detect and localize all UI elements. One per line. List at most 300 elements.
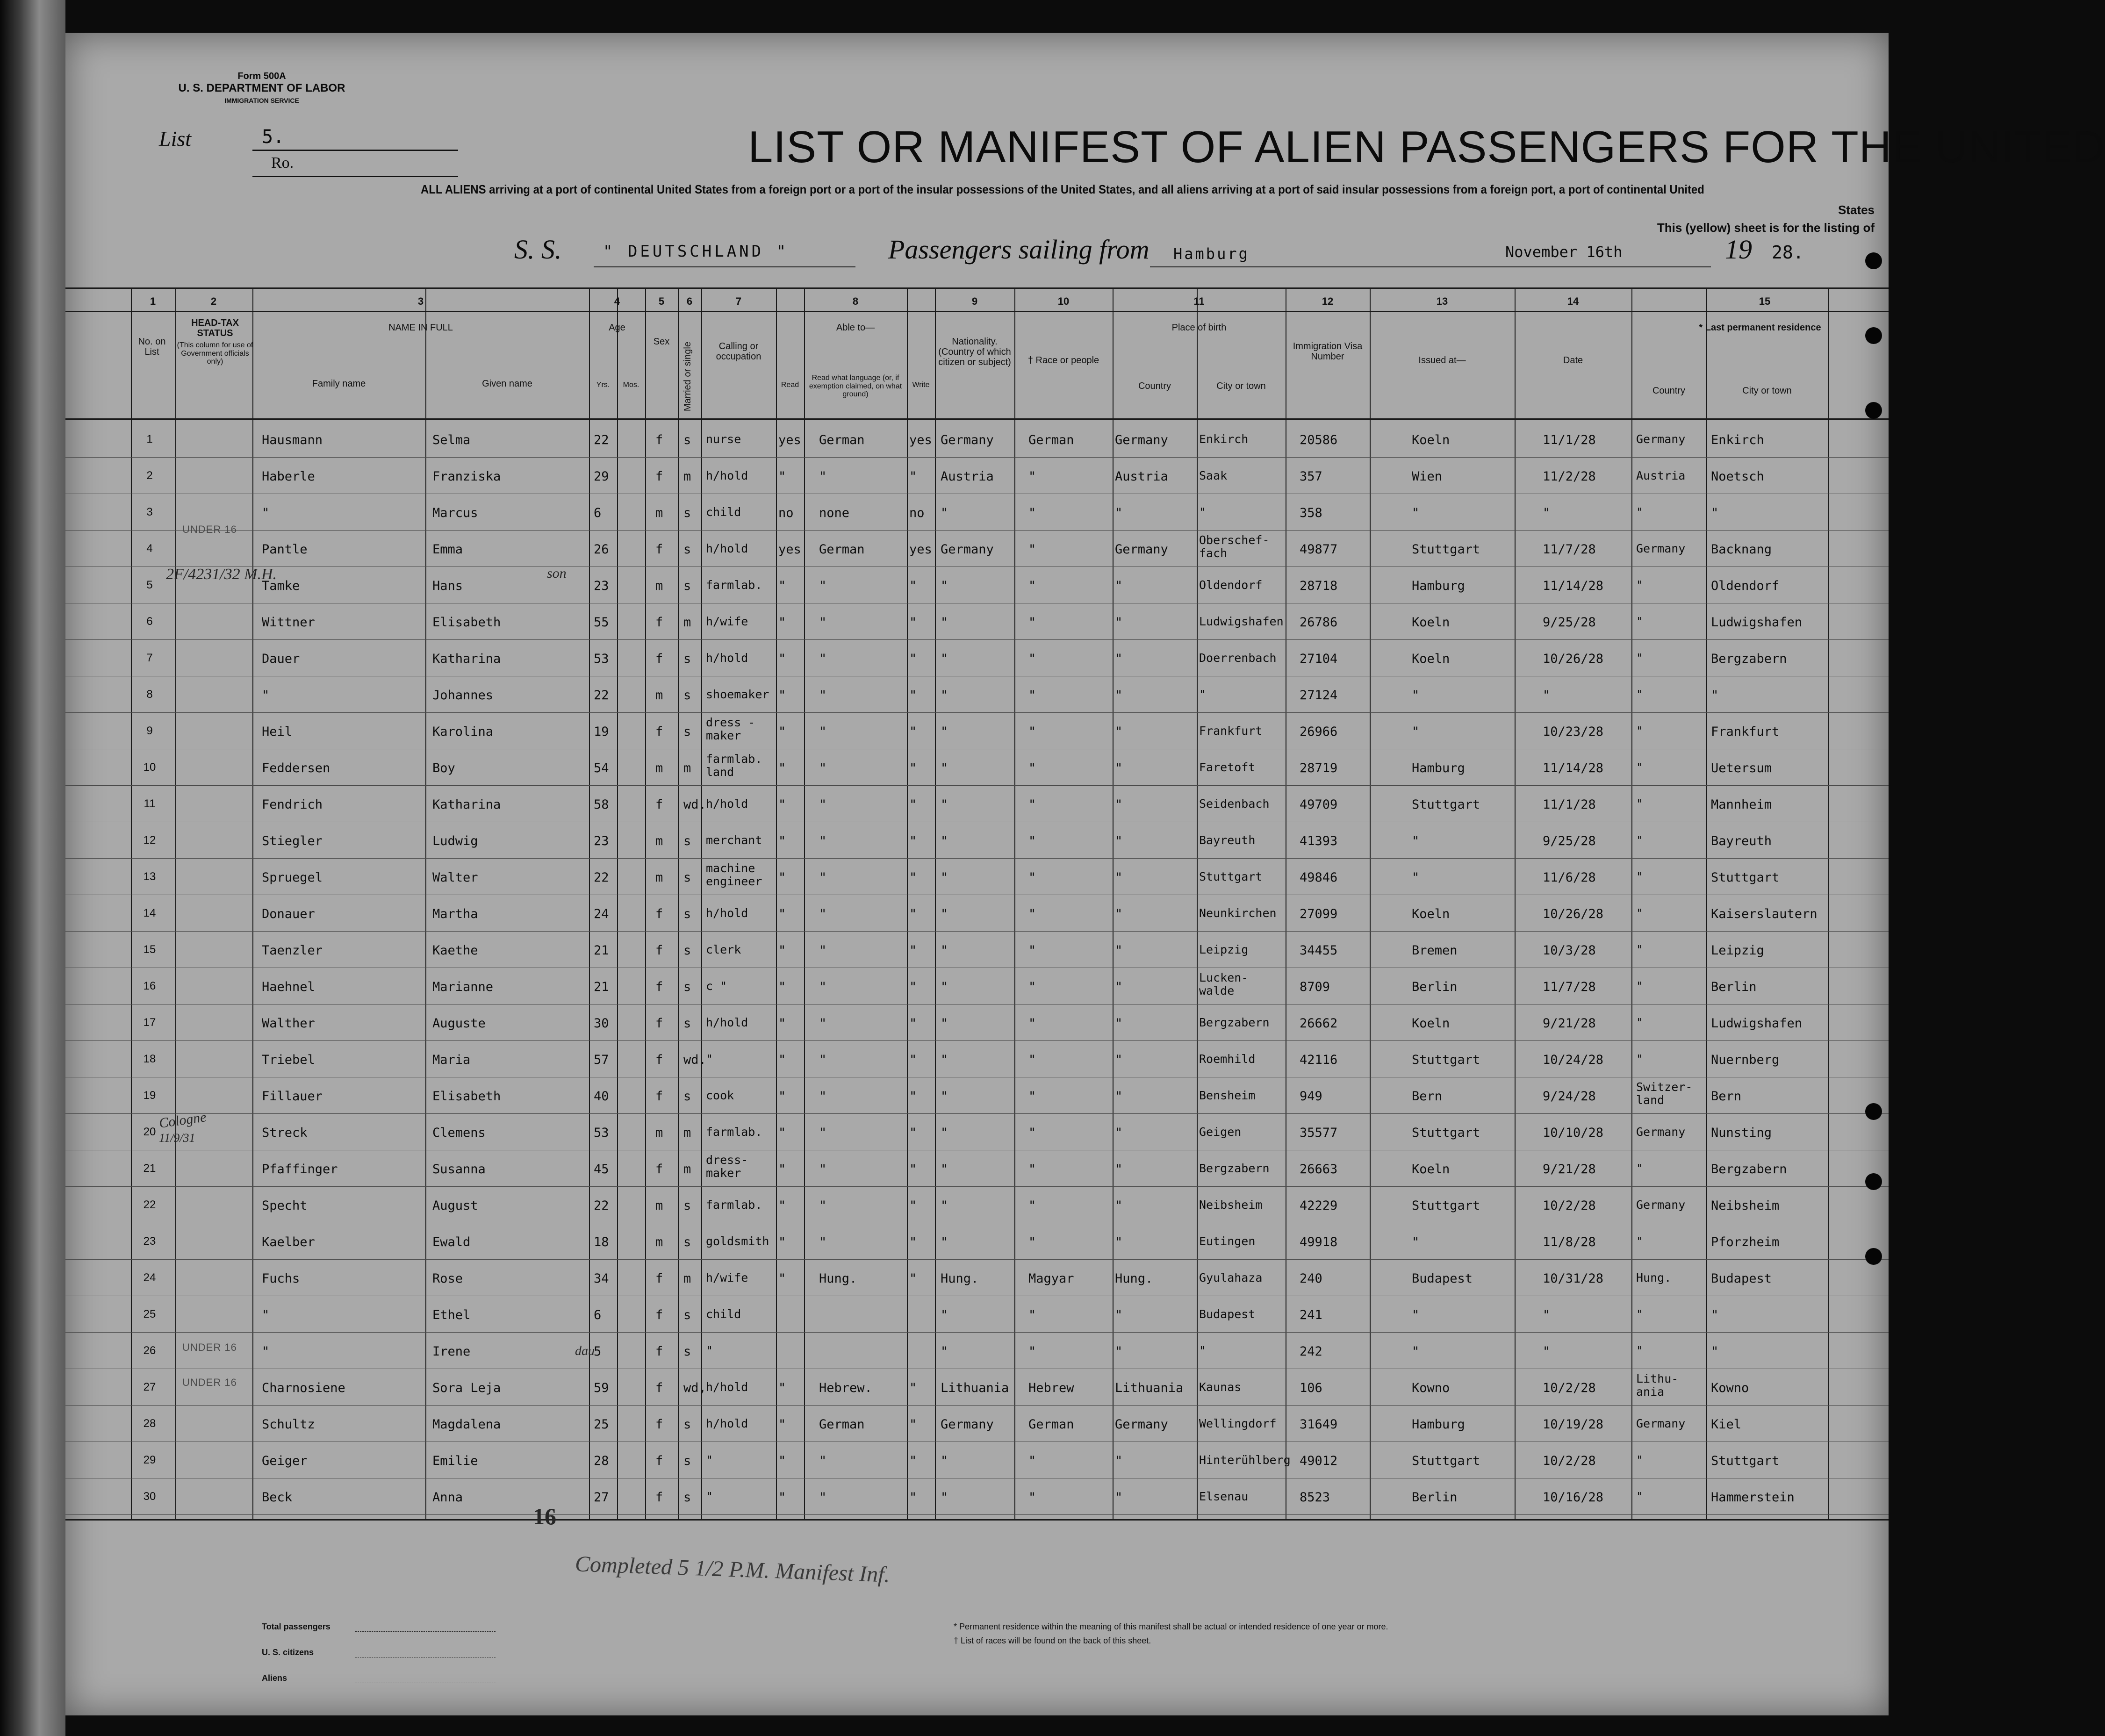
cell-nationality: " [941,1089,948,1104]
cell-calling: goldsmith [706,1234,769,1248]
cell-calling: h/hold [706,651,748,665]
ship-underline [594,266,855,267]
cell-issued: Stuttgart [1412,542,1480,557]
cologne-annotation: Cologne [158,1109,208,1131]
cell-family: Haberle [262,469,315,484]
cell-visa: 42229 [1300,1198,1338,1213]
cell-calling: h/hold [706,797,748,811]
cell-city: Hinterühlberg [1199,1453,1291,1467]
cell-visa: 27104 [1300,652,1338,666]
cell-write: " [909,1490,917,1505]
cell-res-country: " [1636,833,1644,847]
footer-aliens: Aliens [262,1673,287,1683]
footnote-residence: * Permanent residence within the meaning of this manifest shall be actual or intended residence of one year or more. [954,1622,1388,1631]
sailing-label: Passengers sailing from [888,234,1149,265]
cell-visa: 41393 [1300,834,1338,848]
cell-given: Kaethe [432,943,478,958]
cell-calling: farmlab. [706,1198,762,1212]
cell-nationality: " [941,1308,948,1322]
hdr-issued-at: Issued at— [1418,355,1466,366]
cell-res-city: Noetsch [1711,469,1764,484]
cell-race: " [1028,542,1036,557]
column-number: 7 [735,295,742,307]
cell-calling: h/wife [706,615,748,628]
hdr-name-in-full: NAME IN FULL [388,323,453,333]
cell-yrs: 45 [594,1162,609,1176]
cell-date: 10/26/28 [1543,652,1604,666]
column-number: 3 [417,295,424,307]
row-divider [65,639,1889,640]
cell-country: " [1115,943,1123,958]
cell-nationality: Hung. [941,1271,979,1286]
cell-country: " [1115,579,1123,593]
cell-res-country: Switzer- land [1636,1080,1693,1107]
cell-nationality: Austria [941,469,994,484]
cell-status: wd, [683,1381,706,1395]
cell-yrs: 25 [594,1417,609,1432]
cell-no: 14 [143,907,156,919]
cell-res-country: " [1636,651,1644,665]
under16-stamp: UNDER 16 [182,524,237,535]
cell-write: " [909,834,917,848]
binder-hole [1865,1248,1882,1265]
cell-nationality: " [941,1162,948,1176]
column-divider [776,287,777,1520]
cell-res-country: Germany [1636,1198,1686,1212]
list-row-label: Ro. [271,154,294,172]
cell-date: 10/10/28 [1543,1126,1604,1140]
cell-read: " [778,980,786,994]
cell-country: " [1115,1089,1123,1104]
cell-issued: Hamburg [1412,1417,1465,1432]
cell-country: " [1115,1308,1123,1322]
cell-yrs: 53 [594,652,609,666]
cell-city: Saak [1199,469,1228,482]
cell-yrs: 6 [594,506,602,520]
cell-visa: 358 [1300,506,1322,520]
cell-write: " [909,1089,917,1104]
cell-city: Bensheim [1199,1089,1256,1102]
hdr-sex: Sex [653,337,670,347]
cell-country: " [1115,1490,1123,1505]
hdr-birth-city: City or town [1216,381,1266,391]
cell-country: " [1115,834,1123,848]
cell-read: " [778,1454,786,1468]
cell-city: Wellingdorf [1199,1417,1277,1430]
cell-visa: 241 [1300,1308,1322,1322]
cell-country: " [1115,1198,1123,1213]
cell-sex: f [655,615,663,630]
cell-sex: f [655,652,663,666]
column-number: 1 [150,295,156,307]
cell-language: " [819,907,827,921]
cell-country: " [1115,688,1123,703]
hdr-age: Age [609,323,625,333]
column-divider [804,287,805,1520]
cell-res-city: Backnang [1711,542,1772,557]
cell-race: " [1028,506,1036,520]
cell-race: " [1028,980,1036,994]
cell-res-city: Nunsting [1711,1126,1772,1140]
page-count-annotation: 16 [533,1503,556,1529]
cell-status: wd. [683,797,706,812]
column-divider [175,287,176,1520]
cell-race: " [1028,1162,1036,1176]
footnote-races: † List of races will be found on the back of this sheet. [954,1636,1151,1645]
cell-res-country: " [1636,979,1644,993]
cell-status: s [683,1198,691,1213]
cell-write: " [909,797,917,812]
cell-race: " [1028,1235,1036,1249]
cell-country: " [1115,1235,1123,1249]
form-meta [117,70,407,107]
cell-issued: Stuttgart [1412,797,1480,812]
cell-country: " [1115,870,1123,885]
cell-sex: m [655,834,663,848]
cell-write: " [909,579,917,593]
cell-calling: dress- maker [706,1153,748,1180]
cell-nationality: " [941,1198,948,1213]
cell-issued: Koeln [1412,433,1450,447]
headtax-annotation: 2F/4231/32 M.H. [166,566,277,583]
cell-write: " [909,1016,917,1031]
cell-given: Emma [432,542,463,557]
cell-status: s [683,542,691,557]
row-divider [65,1113,1889,1114]
cell-write: " [909,1126,917,1140]
cell-write: " [909,1454,917,1468]
cell-date: " [1543,506,1551,520]
cell-read: " [778,652,786,666]
row-divider [65,530,1889,531]
cell-res-city: Nuernberg [1711,1053,1780,1067]
cell-race: " [1028,797,1036,812]
cell-status: s [683,834,691,848]
cell-res-city: Kowno [1711,1381,1749,1395]
cell-family: Stiegler [262,834,323,848]
cell-family: " [262,1308,270,1322]
cell-nationality: " [941,1454,948,1468]
cell-res-city: Uetersum [1711,761,1772,775]
cell-given: Marianne [432,980,494,994]
cell-write: " [909,469,917,484]
cell-race: German [1028,433,1074,447]
cell-calling: farmlab. [706,1125,762,1139]
column-number: 12 [1322,295,1334,307]
cell-no: 16 [143,980,156,992]
cell-write: " [909,725,917,739]
cell-visa: 20586 [1300,433,1338,447]
cell-issued: Berlin [1412,980,1458,994]
cell-visa: 49709 [1300,797,1338,812]
cell-no: 9 [146,725,153,737]
row-divider [65,1405,1889,1406]
hdr-nationality: Nationality. (Country of which citizen or subject) [938,337,1011,367]
cell-date: 11/14/28 [1543,579,1604,593]
cell-race: " [1028,1344,1036,1359]
cell-race: " [1028,761,1036,775]
cell-write: " [909,943,917,958]
cell-country: " [1115,1162,1123,1176]
cell-res-country: " [1636,797,1644,811]
column-number: 13 [1436,295,1448,307]
cell-res-country: " [1636,1307,1644,1321]
cell-family: " [262,1344,270,1359]
cell-status: m [683,1126,691,1140]
cell-res-city: " [1711,506,1719,520]
cell-read: " [778,943,786,958]
cell-res-country: " [1636,724,1644,738]
binder-hole [1865,252,1882,269]
column-number: 9 [971,295,978,307]
cell-issued: " [1412,688,1420,703]
cell-res-country: Lithu- ania [1636,1372,1679,1399]
cell-family: Beck [262,1490,293,1505]
cell-race: " [1028,725,1036,739]
dau-annotation: dau [575,1344,595,1358]
cell-nationality: " [941,1344,948,1359]
cell-read: " [778,725,786,739]
cell-write: " [909,688,917,703]
cell-write: " [909,1053,917,1067]
column-divider [1370,287,1371,1520]
cell-given: Auguste [432,1016,486,1031]
cell-issued: Koeln [1412,907,1450,921]
cell-calling: h/hold [706,469,748,482]
cell-no: 18 [143,1053,156,1065]
cell-given: Karolina [432,725,494,739]
cell-family: Charnosiene [262,1381,345,1395]
cell-read: " [778,1089,786,1104]
cell-visa: 31649 [1300,1417,1338,1432]
cell-write: " [909,1235,917,1249]
cell-issued: Kowno [1412,1381,1450,1395]
cell-issued: Stuttgart [1412,1126,1480,1140]
hdr-no-on-list: No. on List [138,337,166,357]
cell-status: wd. [683,1053,706,1067]
cell-city: Bayreuth [1199,833,1256,847]
cell-visa: 49918 [1300,1235,1338,1249]
cell-nationality: " [941,725,948,739]
cell-date: 10/26/28 [1543,907,1604,921]
cell-write: " [909,761,917,775]
manifest-sheet [65,33,2105,1715]
cell-issued: Koeln [1412,1016,1450,1031]
cell-city: Frankfurt [1199,724,1263,738]
cell-city: Enkirch [1199,432,1249,446]
cell-no: 28 [143,1417,156,1430]
cell-family: Fillauer [262,1089,323,1104]
cell-status: s [683,980,691,994]
cell-country: " [1115,725,1123,739]
cell-no: 4 [146,542,153,555]
subtitle-line3: This (yellow) sheet is for the listing of [1657,221,1875,235]
cell-date: 10/19/28 [1543,1417,1604,1432]
cell-language: German [819,433,865,447]
binder-hole [1865,402,1882,419]
cell-language: " [819,469,827,484]
cell-yrs: 21 [594,943,609,958]
cell-family: Pantle [262,542,308,557]
cell-sex: f [655,943,663,958]
cell-write: " [909,1162,917,1176]
cell-no: 27 [143,1381,156,1393]
cell-language: Hebrew. [819,1381,872,1395]
hdr-family-name: Family name [312,379,366,389]
column-divider [1197,287,1198,1520]
cell-race: " [1028,907,1036,921]
cell-city: Lucken- walde [1199,971,1249,997]
cell-city: Seidenbach [1199,797,1270,811]
cell-write: " [909,615,917,630]
cell-yrs: 22 [594,870,609,885]
cell-write: no [909,506,925,520]
cell-res-country: " [1636,1162,1644,1175]
cell-read: " [778,761,786,775]
cell-read: " [778,1490,786,1505]
cell-nationality: " [941,870,948,885]
cell-date: 10/24/28 [1543,1053,1604,1067]
cell-language: " [819,1198,827,1213]
cell-write: " [909,1417,917,1432]
cell-res-city: Leipzig [1711,943,1764,958]
cell-nationality: " [941,797,948,812]
row-divider [65,1040,1889,1041]
cell-city: Faretoft [1199,760,1256,774]
cell-sex: f [655,1162,663,1176]
hdr-head-tax-note: (This column for use of Government officials only) [177,341,253,366]
column-divider [907,287,908,1520]
cell-race: " [1028,834,1036,848]
cell-read: " [778,615,786,630]
cell-city: Elsenau [1199,1490,1249,1503]
cell-calling: merchant [706,833,762,847]
cell-race: " [1028,469,1036,484]
cell-sex: f [655,1490,663,1505]
cell-read: yes [778,542,801,557]
cell-read: " [778,1162,786,1176]
cell-res-city: Kiel [1711,1417,1742,1432]
hdr-yrs: Yrs. [596,381,610,389]
cell-write: " [909,907,917,921]
cell-res-country: Germany [1636,542,1686,555]
cell-language: " [819,1126,827,1140]
cell-city: Geigen [1199,1125,1242,1139]
cell-read: no [778,506,794,520]
cell-status: s [683,433,691,447]
cell-status: s [683,943,691,958]
hdr-place-of-birth: Place of birth [1171,323,1227,333]
cell-given: Martha [432,907,478,921]
cell-no: 3 [146,506,153,518]
cell-status: s [683,1417,691,1432]
total-line [355,1631,496,1632]
cell-date: 9/25/28 [1543,834,1596,848]
cell-nationality: " [941,688,948,703]
cell-calling: h/hold [706,1417,748,1430]
cell-date: 11/14/28 [1543,761,1604,775]
cell-res-city: Bayreuth [1711,834,1772,848]
cell-yrs: 22 [594,1198,609,1213]
hdr-calling: Calling or occupation [716,341,762,362]
cell-nationality: " [941,506,948,520]
cell-sex: m [655,1126,663,1140]
cell-sex: m [655,506,663,520]
cell-country: " [1115,1126,1123,1140]
cell-country: Austria [1115,469,1168,484]
cell-calling: " [706,1344,713,1357]
cell-nationality: " [941,980,948,994]
cell-language: " [819,1162,827,1176]
cell-visa: 28719 [1300,761,1338,775]
cell-issued: " [1412,1344,1420,1359]
cell-city: " [1199,688,1207,701]
table-top-border [65,287,1889,289]
cell-issued: " [1412,834,1420,848]
cell-given: Anna [432,1490,463,1505]
cologne-date-annotation: 11/9/31 [159,1131,195,1145]
column-number: 10 [1057,295,1070,307]
cell-no: 5 [146,579,153,591]
column-divider [701,287,702,1520]
cell-res-city: Stuttgart [1711,870,1780,885]
cell-family: Kaelber [262,1235,315,1249]
cell-write: " [909,1198,917,1213]
cell-visa: 35577 [1300,1126,1338,1140]
cell-family: Haehnel [262,980,315,994]
binder-hole [1865,327,1882,344]
cell-res-city: " [1711,1344,1719,1359]
cell-issued: Berlin [1412,1490,1458,1505]
cell-family: Tamke [262,579,300,593]
cell-res-city: Mannheim [1711,797,1772,812]
cell-status: s [683,870,691,885]
cell-given: Franziska [432,469,501,484]
cell-calling: " [706,1052,713,1066]
cell-issued: Hamburg [1412,579,1465,593]
cell-calling: cook [706,1089,734,1102]
cell-nationality: " [941,943,948,958]
hdr-race: † Race or people [1027,355,1099,366]
hdr-visa: Immigration Visa Number [1293,341,1363,362]
cell-yrs: 21 [594,980,609,994]
column-divider [425,287,426,1520]
cell-language: " [819,1490,827,1505]
cell-country: Germany [1115,542,1168,557]
subtitle-line2: States [1838,203,1875,217]
cell-nationality: " [941,834,948,848]
cell-sex: m [655,688,663,703]
cell-read: " [778,1126,786,1140]
cell-issued: Bremen [1412,943,1458,958]
cell-language: " [819,615,827,630]
cell-sex: f [655,1089,663,1104]
cell-issued: Stuttgart [1412,1198,1480,1213]
cell-family: Specht [262,1198,308,1213]
list-number: 5. [262,126,285,148]
cell-no: 23 [143,1235,156,1248]
cell-yrs: 29 [594,469,609,484]
cell-write: " [909,652,917,666]
subtitle-line1-text: ALL ALIENS arriving at a port of continental United States from a foreign port or a port of the insular possessions of the United States, and all aliens arriving at a port of said insular possessions from a foreign port, a port of continental United [421,182,1704,196]
cell-calling: child [706,505,741,519]
cell-country: " [1115,761,1123,775]
cell-language: " [819,834,827,848]
row-divider [65,858,1889,859]
cell-sex: f [655,1308,663,1322]
cell-calling: nurse [706,432,741,446]
cell-calling: h/hold [706,542,748,555]
